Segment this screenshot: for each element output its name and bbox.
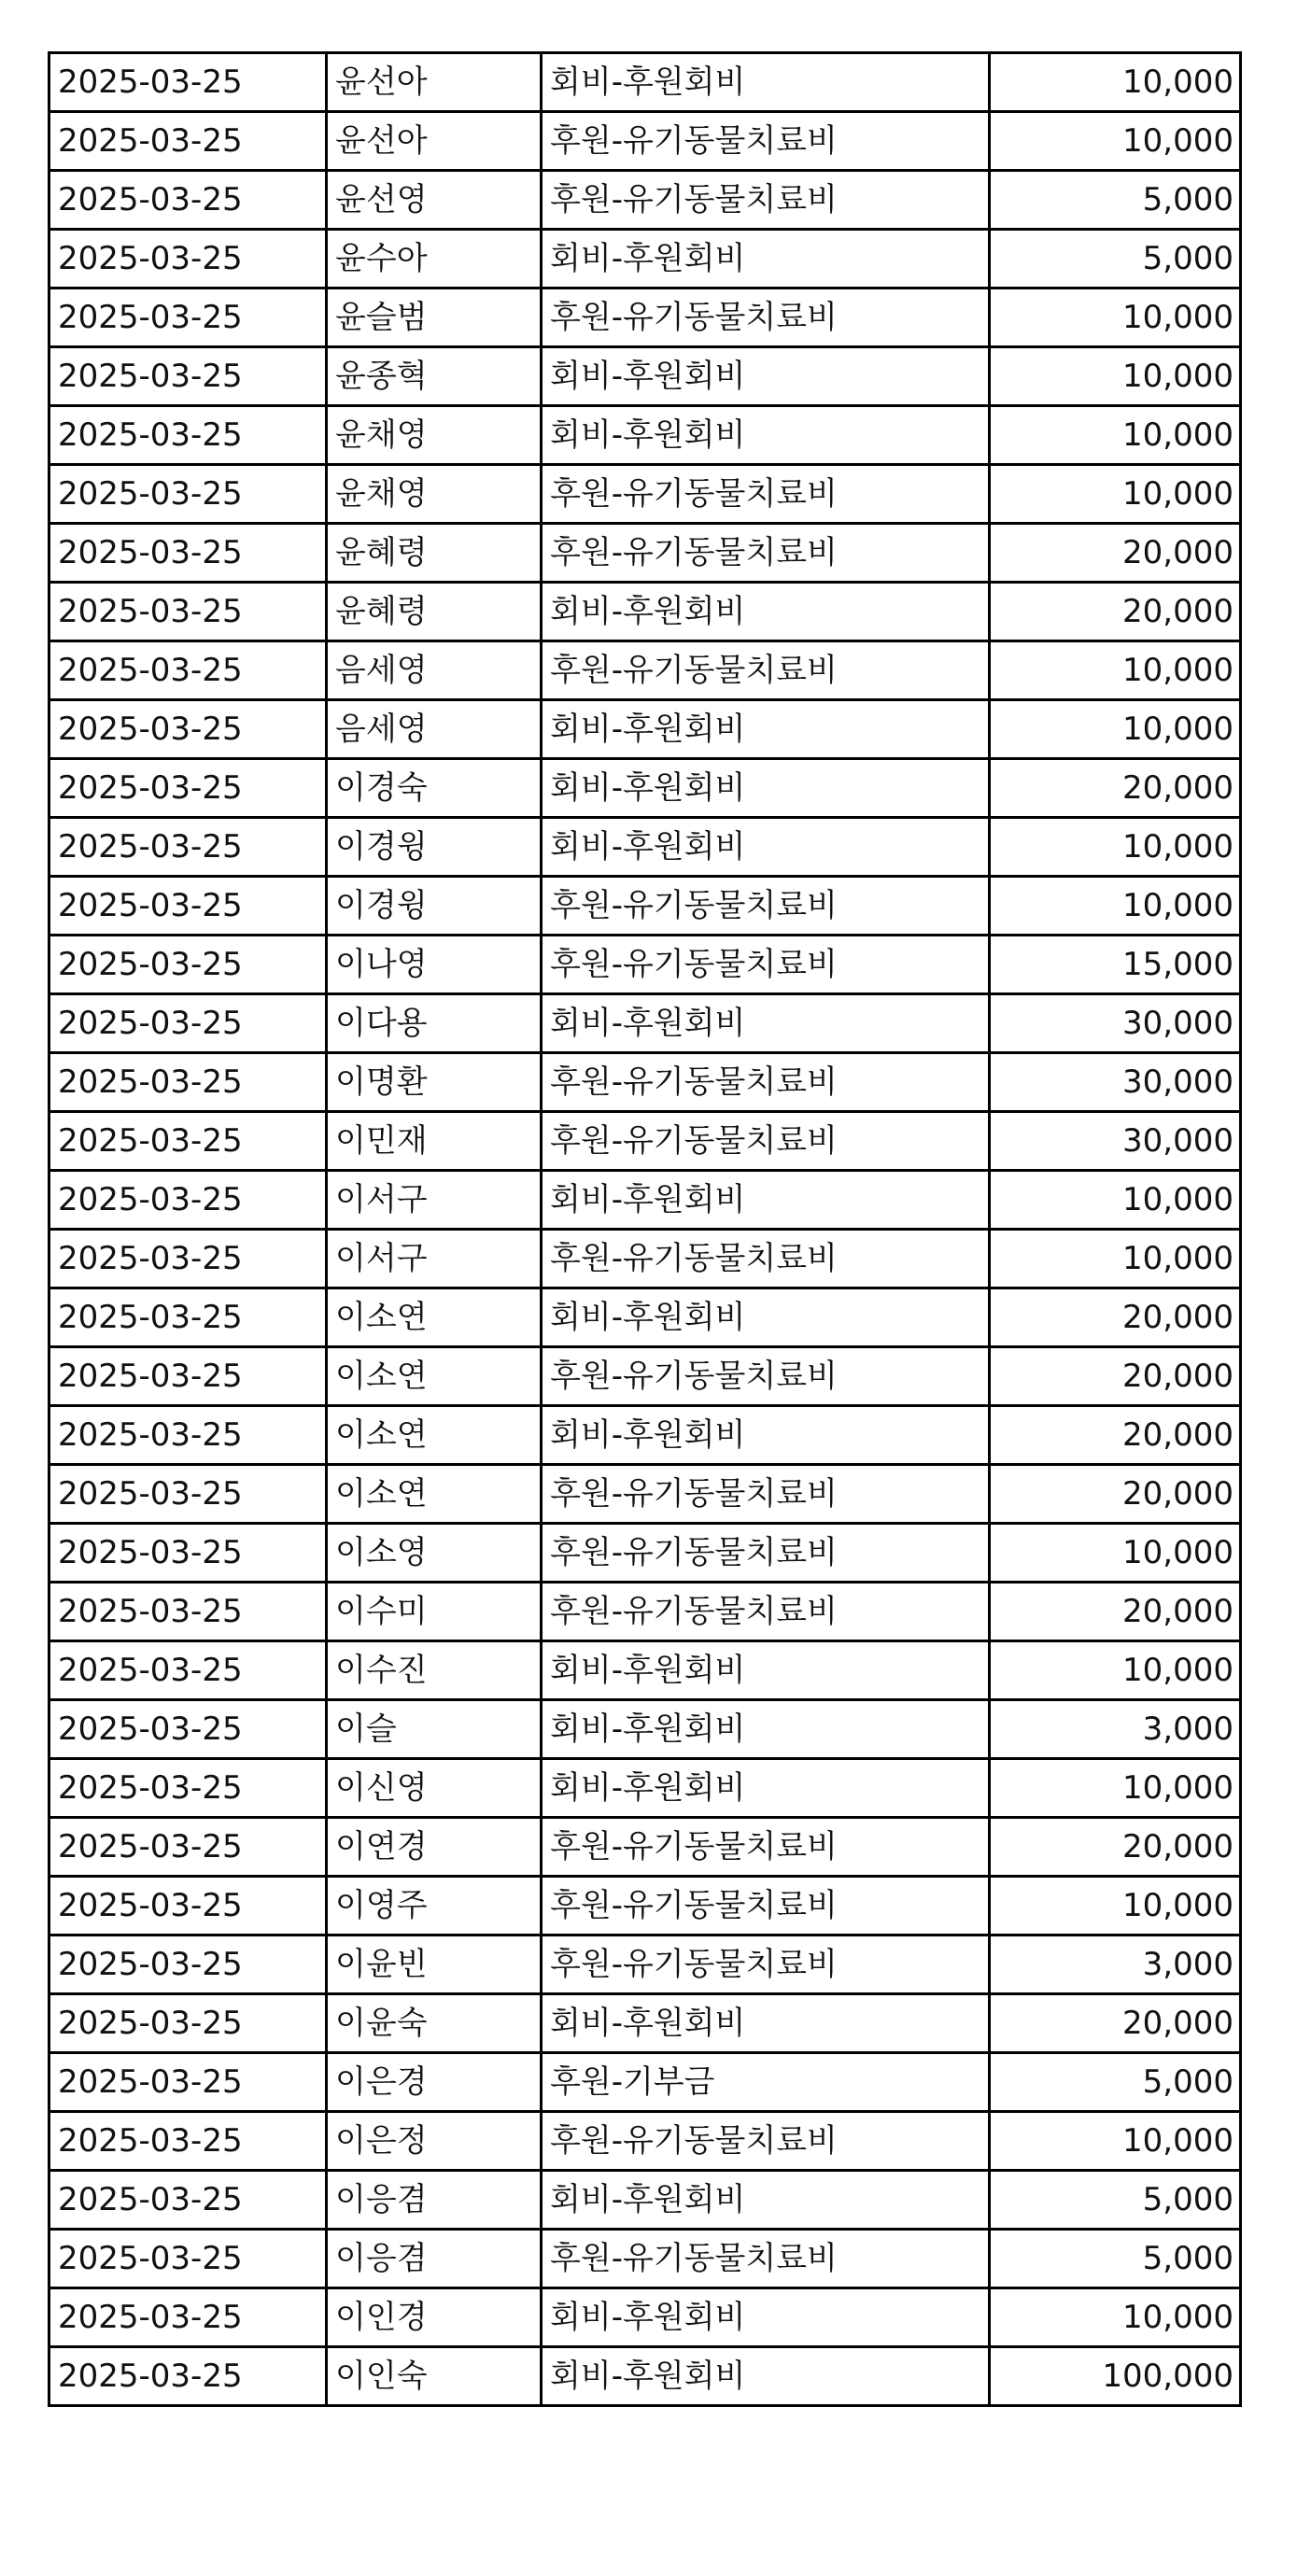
amount-cell: 10,000 bbox=[990, 347, 1241, 406]
amount-cell: 10,000 bbox=[990, 406, 1241, 465]
amount-cell: 30,000 bbox=[990, 994, 1241, 1053]
table-row bbox=[49, 1230, 1241, 1288]
amount-cell: 15,000 bbox=[990, 936, 1241, 994]
name-cell: 이서구 bbox=[327, 1171, 542, 1230]
name-cell: 윤종혁 bbox=[327, 347, 542, 406]
date-cell: 2025-03-25 bbox=[49, 1936, 327, 1994]
category-cell: 회비-후원회비 bbox=[542, 818, 990, 877]
table-row bbox=[49, 877, 1241, 936]
name-cell: 이소연 bbox=[327, 1347, 542, 1406]
amount-cell: 10,000 bbox=[990, 2288, 1241, 2347]
name-cell: 이민재 bbox=[327, 1112, 542, 1171]
table-row bbox=[49, 524, 1241, 583]
name-cell: 윤슬범 bbox=[327, 289, 542, 347]
table-row bbox=[49, 2288, 1241, 2347]
table-row bbox=[49, 406, 1241, 465]
category-cell: 후원-유기동물치료비 bbox=[542, 1112, 990, 1171]
name-cell: 윤수아 bbox=[327, 230, 542, 289]
name-cell: 이인숙 bbox=[327, 2347, 542, 2406]
name-cell: 이다용 bbox=[327, 994, 542, 1053]
date-cell: 2025-03-25 bbox=[49, 1700, 327, 1759]
name-cell: 이경숙 bbox=[327, 759, 542, 818]
date-cell: 2025-03-25 bbox=[49, 171, 327, 230]
amount-cell: 5,000 bbox=[990, 230, 1241, 289]
category-cell: 후원-유기동물치료비 bbox=[542, 1936, 990, 1994]
date-cell: 2025-03-25 bbox=[49, 1171, 327, 1230]
table-row bbox=[49, 1994, 1241, 2053]
date-cell: 2025-03-25 bbox=[49, 2171, 327, 2230]
category-cell: 회비-후원회비 bbox=[542, 700, 990, 759]
table-row bbox=[49, 2053, 1241, 2112]
category-cell: 후원-유기동물치료비 bbox=[542, 1053, 990, 1112]
date-cell: 2025-03-25 bbox=[49, 1994, 327, 2053]
table-row bbox=[49, 1700, 1241, 1759]
category-cell: 후원-유기동물치료비 bbox=[542, 1347, 990, 1406]
name-cell: 이영주 bbox=[327, 1877, 542, 1936]
table-row bbox=[49, 700, 1241, 759]
table-row bbox=[49, 1171, 1241, 1230]
amount-cell: 10,000 bbox=[990, 2112, 1241, 2171]
amount-cell: 10,000 bbox=[990, 1641, 1241, 1700]
name-cell: 이은경 bbox=[327, 2053, 542, 2112]
category-cell: 후원-유기동물치료비 bbox=[542, 2112, 990, 2171]
date-cell: 2025-03-25 bbox=[49, 112, 327, 171]
amount-cell: 10,000 bbox=[990, 877, 1241, 936]
table-row bbox=[49, 2347, 1241, 2406]
date-cell: 2025-03-25 bbox=[49, 1641, 327, 1700]
table-row bbox=[49, 2112, 1241, 2171]
name-cell: 음세영 bbox=[327, 641, 542, 700]
table-row bbox=[49, 465, 1241, 524]
table-row bbox=[49, 1759, 1241, 1818]
amount-cell: 10,000 bbox=[990, 1230, 1241, 1288]
amount-cell: 5,000 bbox=[990, 2053, 1241, 2112]
amount-cell: 10,000 bbox=[990, 700, 1241, 759]
date-cell: 2025-03-25 bbox=[49, 230, 327, 289]
date-cell: 2025-03-25 bbox=[49, 465, 327, 524]
table-row bbox=[49, 1465, 1241, 1524]
category-cell: 회비-후원회비 bbox=[542, 2347, 990, 2406]
name-cell: 이연경 bbox=[327, 1818, 542, 1877]
name-cell: 이윤숙 bbox=[327, 1994, 542, 2053]
amount-cell: 10,000 bbox=[990, 641, 1241, 700]
name-cell: 이경윙 bbox=[327, 877, 542, 936]
table-body bbox=[49, 53, 1241, 2406]
table-row bbox=[49, 171, 1241, 230]
category-cell: 후원-유기동물치료비 bbox=[542, 877, 990, 936]
amount-cell: 10,000 bbox=[990, 1759, 1241, 1818]
category-cell: 후원-유기동물치료비 bbox=[542, 524, 990, 583]
name-cell: 이신영 bbox=[327, 1759, 542, 1818]
date-cell: 2025-03-25 bbox=[49, 1053, 327, 1112]
table-row bbox=[49, 936, 1241, 994]
name-cell: 이수진 bbox=[327, 1641, 542, 1700]
name-cell: 윤선아 bbox=[327, 53, 542, 112]
name-cell: 이서구 bbox=[327, 1230, 542, 1288]
name-cell: 윤선아 bbox=[327, 112, 542, 171]
date-cell: 2025-03-25 bbox=[49, 641, 327, 700]
name-cell: 윤혜령 bbox=[327, 583, 542, 641]
category-cell: 후원-유기동물치료비 bbox=[542, 1465, 990, 1524]
amount-cell: 5,000 bbox=[990, 171, 1241, 230]
category-cell: 회비-후원회비 bbox=[542, 347, 990, 406]
amount-cell: 10,000 bbox=[990, 818, 1241, 877]
category-cell: 후원-유기동물치료비 bbox=[542, 936, 990, 994]
date-cell: 2025-03-25 bbox=[49, 1583, 327, 1641]
table-row bbox=[49, 818, 1241, 877]
amount-cell: 20,000 bbox=[990, 1406, 1241, 1465]
category-cell: 후원-유기동물치료비 bbox=[542, 1524, 990, 1583]
table-row bbox=[49, 112, 1241, 171]
category-cell: 후원-유기동물치료비 bbox=[542, 1877, 990, 1936]
date-cell: 2025-03-25 bbox=[49, 1230, 327, 1288]
table-row bbox=[49, 994, 1241, 1053]
table-row bbox=[49, 2171, 1241, 2230]
date-cell: 2025-03-25 bbox=[49, 994, 327, 1053]
date-cell: 2025-03-25 bbox=[49, 583, 327, 641]
table-row bbox=[49, 641, 1241, 700]
amount-cell: 3,000 bbox=[990, 1936, 1241, 1994]
date-cell: 2025-03-25 bbox=[49, 1288, 327, 1347]
amount-cell: 10,000 bbox=[990, 289, 1241, 347]
category-cell: 후원-유기동물치료비 bbox=[542, 112, 990, 171]
name-cell: 이소영 bbox=[327, 1524, 542, 1583]
name-cell: 이응겸 bbox=[327, 2230, 542, 2288]
amount-cell: 20,000 bbox=[990, 583, 1241, 641]
category-cell: 회비-후원회비 bbox=[542, 53, 990, 112]
table-row bbox=[49, 1524, 1241, 1583]
date-cell: 2025-03-25 bbox=[49, 818, 327, 877]
category-cell: 회비-후원회비 bbox=[542, 1406, 990, 1465]
table-row bbox=[49, 1406, 1241, 1465]
category-cell: 회비-후원회비 bbox=[542, 583, 990, 641]
category-cell: 후원-유기동물치료비 bbox=[542, 171, 990, 230]
date-cell: 2025-03-25 bbox=[49, 1877, 327, 1936]
amount-cell: 3,000 bbox=[990, 1700, 1241, 1759]
category-cell: 후원-유기동물치료비 bbox=[542, 2230, 990, 2288]
table-row bbox=[49, 759, 1241, 818]
name-cell: 윤혜령 bbox=[327, 524, 542, 583]
amount-cell: 30,000 bbox=[990, 1112, 1241, 1171]
name-cell: 이소연 bbox=[327, 1288, 542, 1347]
name-cell: 이경윙 bbox=[327, 818, 542, 877]
name-cell: 이은정 bbox=[327, 2112, 542, 2171]
name-cell: 이소연 bbox=[327, 1465, 542, 1524]
amount-cell: 20,000 bbox=[990, 1347, 1241, 1406]
table-row bbox=[49, 1112, 1241, 1171]
category-cell: 회비-후원회비 bbox=[542, 1288, 990, 1347]
table-row bbox=[49, 289, 1241, 347]
table-row bbox=[49, 2230, 1241, 2288]
name-cell: 이응겸 bbox=[327, 2171, 542, 2230]
category-cell: 회비-후원회비 bbox=[542, 1641, 990, 1700]
table-row bbox=[49, 347, 1241, 406]
amount-cell: 5,000 bbox=[990, 2171, 1241, 2230]
name-cell: 이수미 bbox=[327, 1583, 542, 1641]
date-cell: 2025-03-25 bbox=[49, 700, 327, 759]
amount-cell: 10,000 bbox=[990, 1171, 1241, 1230]
name-cell: 이윤빈 bbox=[327, 1936, 542, 1994]
category-cell: 회비-후원회비 bbox=[542, 994, 990, 1053]
category-cell: 회비-후원회비 bbox=[542, 1994, 990, 2053]
name-cell: 이나영 bbox=[327, 936, 542, 994]
amount-cell: 10,000 bbox=[990, 1524, 1241, 1583]
date-cell: 2025-03-25 bbox=[49, 936, 327, 994]
date-cell: 2025-03-25 bbox=[49, 1818, 327, 1877]
table-row bbox=[49, 230, 1241, 289]
name-cell: 윤선영 bbox=[327, 171, 542, 230]
table-row bbox=[49, 1288, 1241, 1347]
date-cell: 2025-03-25 bbox=[49, 2230, 327, 2288]
date-cell: 2025-03-25 bbox=[49, 289, 327, 347]
name-cell: 이명환 bbox=[327, 1053, 542, 1112]
amount-cell: 100,000 bbox=[990, 2347, 1241, 2406]
date-cell: 2025-03-25 bbox=[49, 1347, 327, 1406]
category-cell: 후원-유기동물치료비 bbox=[542, 1230, 990, 1288]
date-cell: 2025-03-25 bbox=[49, 2112, 327, 2171]
category-cell: 회비-후원회비 bbox=[542, 2171, 990, 2230]
category-cell: 회비-후원회비 bbox=[542, 2288, 990, 2347]
amount-cell: 20,000 bbox=[990, 759, 1241, 818]
amount-cell: 20,000 bbox=[990, 1583, 1241, 1641]
category-cell: 회비-후원회비 bbox=[542, 406, 990, 465]
date-cell: 2025-03-25 bbox=[49, 1406, 327, 1465]
date-cell: 2025-03-25 bbox=[49, 524, 327, 583]
category-cell: 후원-유기동물치료비 bbox=[542, 465, 990, 524]
name-cell: 이소연 bbox=[327, 1406, 542, 1465]
amount-cell: 20,000 bbox=[990, 1994, 1241, 2053]
name-cell: 이슬 bbox=[327, 1700, 542, 1759]
amount-cell: 20,000 bbox=[990, 524, 1241, 583]
category-cell: 후원-유기동물치료비 bbox=[542, 1818, 990, 1877]
name-cell: 윤채영 bbox=[327, 406, 542, 465]
amount-cell: 10,000 bbox=[990, 112, 1241, 171]
table-row bbox=[49, 1053, 1241, 1112]
amount-cell: 10,000 bbox=[990, 1877, 1241, 1936]
amount-cell: 20,000 bbox=[990, 1465, 1241, 1524]
date-cell: 2025-03-25 bbox=[49, 877, 327, 936]
name-cell: 음세영 bbox=[327, 700, 542, 759]
date-cell: 2025-03-25 bbox=[49, 1524, 327, 1583]
donation-table bbox=[48, 51, 1242, 2407]
date-cell: 2025-03-25 bbox=[49, 53, 327, 112]
category-cell: 후원-유기동물치료비 bbox=[542, 641, 990, 700]
date-cell: 2025-03-25 bbox=[49, 1759, 327, 1818]
date-cell: 2025-03-25 bbox=[49, 406, 327, 465]
table-row bbox=[49, 1877, 1241, 1936]
category-cell: 회비-후원회비 bbox=[542, 1171, 990, 1230]
category-cell: 후원-유기동물치료비 bbox=[542, 1583, 990, 1641]
date-cell: 2025-03-25 bbox=[49, 2053, 327, 2112]
amount-cell: 20,000 bbox=[990, 1288, 1241, 1347]
table-row bbox=[49, 583, 1241, 641]
table-row bbox=[49, 53, 1241, 112]
table-row bbox=[49, 1347, 1241, 1406]
date-cell: 2025-03-25 bbox=[49, 2347, 327, 2406]
date-cell: 2025-03-25 bbox=[49, 1112, 327, 1171]
table-row bbox=[49, 1818, 1241, 1877]
table-row bbox=[49, 1583, 1241, 1641]
date-cell: 2025-03-25 bbox=[49, 1465, 327, 1524]
table-row bbox=[49, 1936, 1241, 1994]
amount-cell: 30,000 bbox=[990, 1053, 1241, 1112]
date-cell: 2025-03-25 bbox=[49, 759, 327, 818]
name-cell: 윤채영 bbox=[327, 465, 542, 524]
date-cell: 2025-03-25 bbox=[49, 347, 327, 406]
amount-cell: 10,000 bbox=[990, 465, 1241, 524]
category-cell: 후원-기부금 bbox=[542, 2053, 990, 2112]
category-cell: 회비-후원회비 bbox=[542, 1700, 990, 1759]
name-cell: 이인경 bbox=[327, 2288, 542, 2347]
amount-cell: 5,000 bbox=[990, 2230, 1241, 2288]
category-cell: 회비-후원회비 bbox=[542, 1759, 990, 1818]
category-cell: 후원-유기동물치료비 bbox=[542, 289, 990, 347]
table-row bbox=[49, 1641, 1241, 1700]
date-cell: 2025-03-25 bbox=[49, 2288, 327, 2347]
amount-cell: 20,000 bbox=[990, 1818, 1241, 1877]
category-cell: 회비-후원회비 bbox=[542, 759, 990, 818]
amount-cell: 10,000 bbox=[990, 53, 1241, 112]
category-cell: 회비-후원회비 bbox=[542, 230, 990, 289]
